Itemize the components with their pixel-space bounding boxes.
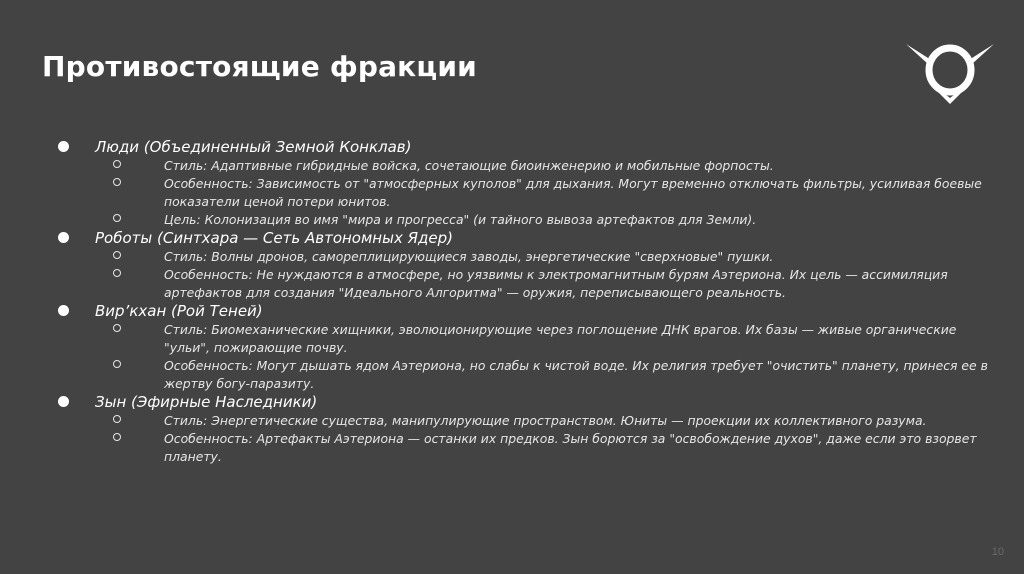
sub-bullet-icon — [113, 415, 121, 423]
sub-bullet-icon — [113, 214, 121, 222]
faction-point — [58, 321, 988, 357]
bullet-icon — [58, 232, 69, 243]
emblem-circle-wings-icon — [898, 38, 1002, 114]
sub-bullet-icon — [113, 433, 121, 441]
sub-bullet-icon — [113, 360, 121, 368]
faction-point-text: Цель: Колонизация во имя "мира и прогресса" (и тайного вывоза артефактов для Земли). — [164, 212, 757, 227]
bullet-icon — [58, 141, 69, 152]
faction-point-text: Особенность: Не нуждаются в атмосфере, но уязвимы к электромагнитным бурям Аэтериона. Их цель — ассимиляция артефактов для создания "Идеального Алгоритма" — оружия, переписывающего реальность. — [164, 267, 948, 300]
sub-bullet-icon — [113, 251, 121, 259]
bullet-icon — [58, 396, 69, 407]
sub-bullet-icon — [113, 178, 121, 186]
faction-item — [58, 138, 988, 157]
page-number: 10 — [991, 546, 1004, 558]
faction-item — [58, 393, 988, 412]
faction-item — [58, 229, 988, 248]
sub-bullet-icon — [113, 269, 121, 277]
faction-name: Роботы (Синтхара — Сеть Автономных Ядер) — [95, 229, 453, 247]
faction-name: Люди (Объединенный Земной Конклав) — [95, 138, 412, 156]
faction-point — [58, 175, 988, 211]
faction-point-text: Особенность: Зависимость от "атмосферных куполов" для дыхания. Могут временно отключать фильтры, усиливая боевые показатели ценой потери юнитов. — [164, 176, 982, 209]
faction-point-text: Стиль: Волны дронов, самореплицирующиеся заводы, энергетические "сверхновые" пушки. — [164, 249, 774, 264]
slide-title: Противостоящие фракции — [42, 50, 477, 83]
faction-point-text: Особенность: Артефакты Аэтериона — останки их предков. Зын борются за "освобождение духов", даже если это взорвет планету. — [164, 431, 977, 464]
sub-bullet-icon — [113, 324, 121, 332]
faction-point — [58, 357, 988, 393]
faction-item — [58, 302, 988, 321]
faction-point — [58, 157, 988, 175]
faction-point — [58, 211, 988, 229]
faction-point-text: Стиль: Адаптивные гибридные войска, сочетающие биоинженерию и мобильные форпосты. — [164, 158, 774, 173]
faction-point — [58, 266, 988, 302]
faction-point-text: Стиль: Биомеханические хищники, эволюционирующие через поглощение ДНК врагов. Их базы — живые органические "ульи", пожирающие почву. — [164, 322, 957, 355]
faction-point — [58, 248, 988, 266]
faction-point — [58, 412, 988, 430]
faction-point-text: Особенность: Могут дышать ядом Аэтериона, но слабы к чистой воде. Их религия требует "очистить" планету, принеся ее в жертву богу-паразиту. — [164, 358, 988, 391]
factions-list — [58, 138, 988, 466]
faction-name: Вир’кхан (Рой Теней) — [95, 302, 263, 320]
sub-bullet-icon — [113, 160, 121, 168]
faction-name: Зын (Эфирные Наследники) — [95, 393, 318, 411]
faction-point-text: Стиль: Энергетические существа, манипулирующие пространством. Юниты — проекции их коллективного разума. — [164, 413, 927, 428]
faction-point — [58, 430, 988, 466]
bullet-icon — [58, 305, 69, 316]
